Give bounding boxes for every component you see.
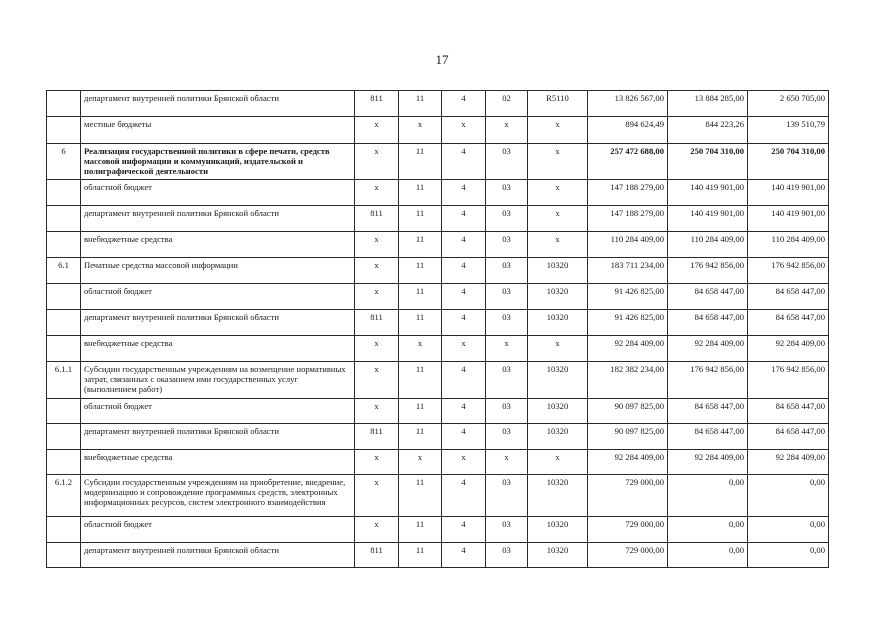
- amount-year1-cell: 110 284 409,00: [588, 232, 668, 258]
- amount-year3-cell: 140 419 901,00: [748, 206, 829, 232]
- direction-code-cell: 10320: [528, 310, 588, 336]
- row-name-cell: департамент внутренней политики Брянской области: [81, 310, 355, 336]
- amount-year2-cell: 176 942 856,00: [668, 258, 748, 284]
- section-code-cell: 11: [399, 91, 442, 117]
- direction-code-cell: х: [528, 180, 588, 206]
- row-name-cell: областной бюджет: [81, 180, 355, 206]
- row-number-cell: [47, 180, 81, 206]
- amount-year3-cell: 84 658 447,00: [748, 310, 829, 336]
- row-name-cell: областной бюджет: [81, 517, 355, 543]
- direction-code-cell: х: [528, 450, 588, 475]
- amount-year3-cell: 140 419 901,00: [748, 180, 829, 206]
- subsection-code-cell: 4: [442, 543, 486, 568]
- amount-year3-cell: 92 284 409,00: [748, 336, 829, 362]
- row-name-cell: областной бюджет: [81, 284, 355, 310]
- row-number-cell: [47, 206, 81, 232]
- gr-code-cell: х: [355, 399, 399, 424]
- row-name-cell: департамент внутренней политики Брянской области: [81, 424, 355, 450]
- gr-code-cell: 811: [355, 91, 399, 117]
- row-number-cell: 6.1: [47, 258, 81, 284]
- direction-code-cell: х: [528, 206, 588, 232]
- amount-year1-cell: 90 097 825,00: [588, 424, 668, 450]
- row-name-cell: Реализация государственной политики в сфере печати, средств массовой информации и коммуникаций, издательской и полиграфической деятельности: [81, 144, 355, 180]
- direction-code-cell: 10320: [528, 517, 588, 543]
- gr-code-cell: х: [355, 284, 399, 310]
- row-name-cell: департамент внутренней политики Брянской области: [81, 543, 355, 568]
- subsection-code-cell: 4: [442, 310, 486, 336]
- page-number: 17: [435, 52, 449, 67]
- amount-year1-cell: 729 000,00: [588, 517, 668, 543]
- gr-code-cell: х: [355, 117, 399, 144]
- table-row: [47, 310, 829, 336]
- direction-code-cell: R5110: [528, 91, 588, 117]
- amount-year1-cell: 729 000,00: [588, 543, 668, 568]
- table-row: [47, 258, 829, 284]
- direction-code-cell: 10320: [528, 258, 588, 284]
- section-code-cell: 11: [399, 258, 442, 284]
- subsection-code-cell: х: [442, 450, 486, 475]
- gr-code-cell: х: [355, 336, 399, 362]
- amount-year1-cell: 182 382 234,00: [588, 362, 668, 399]
- program-code-cell: х: [486, 117, 528, 144]
- amount-year1-cell: 92 284 409,00: [588, 336, 668, 362]
- gr-code-cell: 811: [355, 543, 399, 568]
- program-code-cell: 03: [486, 517, 528, 543]
- table-row: [47, 399, 829, 424]
- amount-year2-cell: 84 658 447,00: [668, 310, 748, 336]
- row-number-cell: 6.1.1: [47, 362, 81, 399]
- program-code-cell: 03: [486, 206, 528, 232]
- subsection-code-cell: 4: [442, 232, 486, 258]
- amount-year3-cell: 250 704 310,00: [748, 144, 829, 180]
- amount-year2-cell: 140 419 901,00: [668, 180, 748, 206]
- row-name-cell: внебюджетные средства: [81, 232, 355, 258]
- section-code-cell: 11: [399, 475, 442, 517]
- amount-year3-cell: 110 284 409,00: [748, 232, 829, 258]
- gr-code-cell: х: [355, 180, 399, 206]
- amount-year3-cell: 84 658 447,00: [748, 399, 829, 424]
- direction-code-cell: 10320: [528, 399, 588, 424]
- amount-year3-cell: 84 658 447,00: [748, 284, 829, 310]
- amount-year1-cell: 92 284 409,00: [588, 450, 668, 475]
- amount-year1-cell: 91 426 825,00: [588, 284, 668, 310]
- amount-year3-cell: 0,00: [748, 543, 829, 568]
- amount-year1-cell: 90 097 825,00: [588, 399, 668, 424]
- row-number-cell: 6.1.2: [47, 475, 81, 517]
- subsection-code-cell: 4: [442, 144, 486, 180]
- program-code-cell: 02: [486, 91, 528, 117]
- amount-year2-cell: 13 884 285,00: [668, 91, 748, 117]
- table-row: [47, 450, 829, 475]
- row-name-cell: Печатные средства массовой информации: [81, 258, 355, 284]
- program-code-cell: 03: [486, 258, 528, 284]
- gr-code-cell: х: [355, 258, 399, 284]
- amount-year3-cell: 2 650 705,00: [748, 91, 829, 117]
- amount-year2-cell: 92 284 409,00: [668, 450, 748, 475]
- row-number-cell: [47, 310, 81, 336]
- gr-code-cell: х: [355, 517, 399, 543]
- section-code-cell: 11: [399, 284, 442, 310]
- amount-year3-cell: 0,00: [748, 517, 829, 543]
- direction-code-cell: х: [528, 232, 588, 258]
- amount-year1-cell: 183 711 234,00: [588, 258, 668, 284]
- table-row: [47, 362, 829, 399]
- direction-code-cell: 10320: [528, 362, 588, 399]
- row-name-cell: Субсидии государственным учреждениям на возмещение нормативных затрат, связанных с оказанием ими государственных услуг (выполнением работ): [81, 362, 355, 399]
- subsection-code-cell: 4: [442, 475, 486, 517]
- amount-year1-cell: 894 624,49: [588, 117, 668, 144]
- amount-year2-cell: 84 658 447,00: [668, 284, 748, 310]
- row-number-cell: [47, 117, 81, 144]
- subsection-code-cell: 4: [442, 258, 486, 284]
- program-code-cell: 03: [486, 310, 528, 336]
- subsection-code-cell: 4: [442, 180, 486, 206]
- table-row: [47, 543, 829, 568]
- direction-code-cell: х: [528, 336, 588, 362]
- table-row: [47, 91, 829, 117]
- subsection-code-cell: 4: [442, 362, 486, 399]
- subsection-code-cell: х: [442, 117, 486, 144]
- program-code-cell: х: [486, 450, 528, 475]
- amount-year1-cell: 147 188 279,00: [588, 206, 668, 232]
- subsection-code-cell: 4: [442, 517, 486, 543]
- row-name-cell: департамент внутренней политики Брянской области: [81, 91, 355, 117]
- amount-year1-cell: 729 000,00: [588, 475, 668, 517]
- gr-code-cell: 811: [355, 424, 399, 450]
- program-code-cell: х: [486, 336, 528, 362]
- amount-year2-cell: 84 658 447,00: [668, 424, 748, 450]
- row-number-cell: [47, 450, 81, 475]
- amount-year2-cell: 0,00: [668, 475, 748, 517]
- row-number-cell: [47, 232, 81, 258]
- direction-code-cell: 10320: [528, 475, 588, 517]
- section-code-cell: 11: [399, 517, 442, 543]
- table-row: [47, 206, 829, 232]
- program-code-cell: 03: [486, 543, 528, 568]
- program-code-cell: 03: [486, 180, 528, 206]
- section-code-cell: 11: [399, 362, 442, 399]
- row-name-cell: департамент внутренней политики Брянской области: [81, 206, 355, 232]
- amount-year2-cell: 110 284 409,00: [668, 232, 748, 258]
- amount-year1-cell: 147 188 279,00: [588, 180, 668, 206]
- gr-code-cell: 811: [355, 206, 399, 232]
- table-row: [47, 336, 829, 362]
- program-code-cell: 03: [486, 475, 528, 517]
- amount-year1-cell: 91 426 825,00: [588, 310, 668, 336]
- row-name-cell: внебюджетные средства: [81, 336, 355, 362]
- program-code-cell: 03: [486, 232, 528, 258]
- subsection-code-cell: х: [442, 336, 486, 362]
- program-code-cell: 03: [486, 284, 528, 310]
- subsection-code-cell: 4: [442, 399, 486, 424]
- section-code-cell: 11: [399, 424, 442, 450]
- gr-code-cell: х: [355, 450, 399, 475]
- amount-year3-cell: 92 284 409,00: [748, 450, 829, 475]
- section-code-cell: 11: [399, 310, 442, 336]
- row-number-cell: [47, 336, 81, 362]
- amount-year2-cell: 92 284 409,00: [668, 336, 748, 362]
- section-code-cell: х: [399, 117, 442, 144]
- amount-year1-cell: 257 472 688,00: [588, 144, 668, 180]
- program-code-cell: 03: [486, 144, 528, 180]
- row-name-cell: местные бюджеты: [81, 117, 355, 144]
- amount-year2-cell: 176 942 856,00: [668, 362, 748, 399]
- table-row: [47, 117, 829, 144]
- direction-code-cell: 10320: [528, 284, 588, 310]
- table-row: [47, 144, 829, 180]
- program-code-cell: 03: [486, 362, 528, 399]
- section-code-cell: 11: [399, 180, 442, 206]
- subsection-code-cell: 4: [442, 284, 486, 310]
- section-code-cell: 11: [399, 232, 442, 258]
- amount-year1-cell: 13 826 567,00: [588, 91, 668, 117]
- program-code-cell: 03: [486, 424, 528, 450]
- row-number-cell: [47, 284, 81, 310]
- table-row: [47, 475, 829, 517]
- amount-year2-cell: 0,00: [668, 517, 748, 543]
- row-number-cell: [47, 399, 81, 424]
- amount-year2-cell: 844 223,26: [668, 117, 748, 144]
- direction-code-cell: 10320: [528, 424, 588, 450]
- program-code-cell: 03: [486, 399, 528, 424]
- amount-year3-cell: 176 942 856,00: [748, 362, 829, 399]
- section-code-cell: 11: [399, 399, 442, 424]
- amount-year2-cell: 84 658 447,00: [668, 399, 748, 424]
- gr-code-cell: х: [355, 232, 399, 258]
- table-row: [47, 232, 829, 258]
- row-name-cell: областной бюджет: [81, 399, 355, 424]
- row-number-cell: [47, 543, 81, 568]
- section-code-cell: х: [399, 336, 442, 362]
- subsection-code-cell: 4: [442, 91, 486, 117]
- amount-year2-cell: 0,00: [668, 543, 748, 568]
- amount-year2-cell: 140 419 901,00: [668, 206, 748, 232]
- row-name-cell: внебюджетные средства: [81, 450, 355, 475]
- row-number-cell: [47, 91, 81, 117]
- gr-code-cell: 811: [355, 310, 399, 336]
- table-row: [47, 517, 829, 543]
- direction-code-cell: х: [528, 144, 588, 180]
- subsection-code-cell: 4: [442, 206, 486, 232]
- section-code-cell: х: [399, 450, 442, 475]
- table-row: [47, 284, 829, 310]
- row-number-cell: [47, 517, 81, 543]
- amount-year3-cell: 84 658 447,00: [748, 424, 829, 450]
- table-row: [47, 424, 829, 450]
- table-row: [47, 180, 829, 206]
- amount-year3-cell: 176 942 856,00: [748, 258, 829, 284]
- section-code-cell: 11: [399, 206, 442, 232]
- gr-code-cell: х: [355, 475, 399, 517]
- gr-code-cell: х: [355, 144, 399, 180]
- section-code-cell: 11: [399, 144, 442, 180]
- direction-code-cell: 10320: [528, 543, 588, 568]
- amount-year3-cell: 0,00: [748, 475, 829, 517]
- row-number-cell: [47, 424, 81, 450]
- gr-code-cell: х: [355, 362, 399, 399]
- row-name-cell: Субсидии государственным учреждениям на приобретение, внедрение, модернизацию и сопровождение программных средств, электронных информационных ресурсов, систем электронного взаимодействия: [81, 475, 355, 517]
- direction-code-cell: х: [528, 117, 588, 144]
- budget-table: [46, 90, 829, 568]
- subsection-code-cell: 4: [442, 424, 486, 450]
- table-body: [47, 91, 829, 568]
- amount-year2-cell: 250 704 310,00: [668, 144, 748, 180]
- amount-year3-cell: 139 510,79: [748, 117, 829, 144]
- section-code-cell: 11: [399, 543, 442, 568]
- row-number-cell: 6: [47, 144, 81, 180]
